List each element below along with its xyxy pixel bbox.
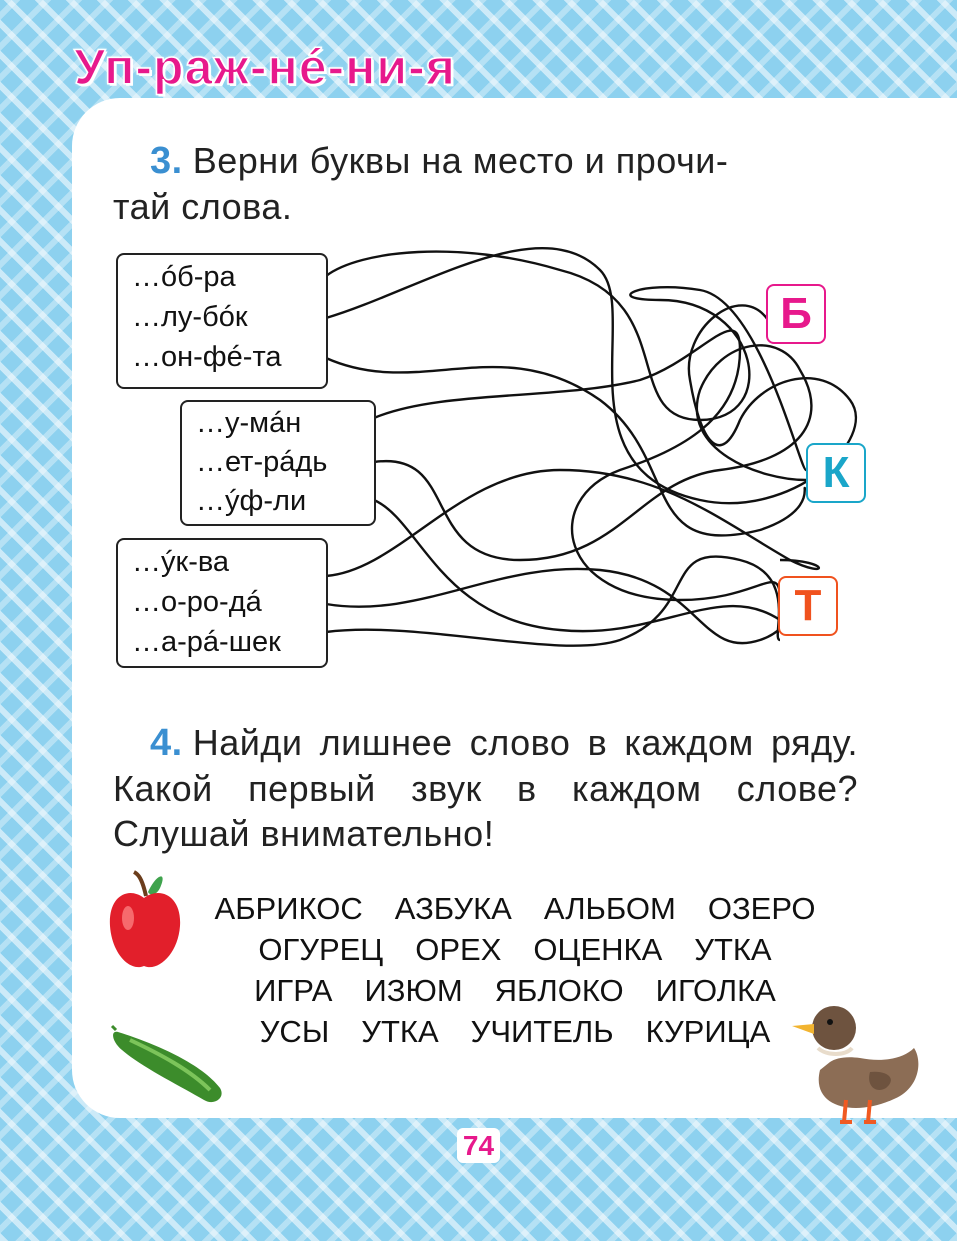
- word-fragment: …он-фé-та: [132, 341, 282, 373]
- word: АБРИКОС: [214, 891, 363, 926]
- word: УСЫ: [259, 1014, 330, 1049]
- task-4-text: Найди лишнее слово в каждом ряду. Какой первый звук в каждом слове? Слушай внимательно!: [113, 722, 858, 854]
- word-group-1: [116, 253, 328, 389]
- word: ИГРА: [254, 973, 333, 1008]
- word-group-2: [180, 400, 376, 526]
- word-row: [195, 970, 835, 1011]
- word-fragment: …а-рá-шек: [132, 626, 281, 658]
- task-4-instructions: [113, 720, 858, 856]
- word-fragment: …ýк-ва: [132, 546, 230, 578]
- word: УТКА: [361, 1014, 439, 1049]
- word-fragment: …лу-бóк: [132, 301, 248, 333]
- word: АЛЬБОМ: [543, 891, 676, 926]
- page-number-text: 74: [457, 1128, 500, 1163]
- letter-b-box: Б: [766, 284, 826, 344]
- task-3-number: 3.: [150, 140, 183, 182]
- page-title: Уп-раж-нé-ни-я: [74, 39, 456, 95]
- letter-t-box: Т: [778, 576, 838, 636]
- word-fragment: …ет-рáдь: [196, 446, 328, 478]
- word: ОЗЕРО: [707, 891, 816, 926]
- word: АЗБУКА: [394, 891, 512, 926]
- page-number: [0, 1130, 957, 1162]
- task-3-text-line1: Верни буквы на место и прочи-: [192, 140, 729, 181]
- word-rows: [195, 888, 835, 1052]
- word: ОЦЕНКА: [533, 932, 663, 967]
- word: ОГУРЕЦ: [258, 932, 384, 967]
- task-3-text-line2: тай слова.: [113, 186, 293, 227]
- apple-illustration: [108, 868, 183, 976]
- word: ЯБЛОКО: [494, 973, 624, 1008]
- word-fragment: …о-ро-дá: [132, 586, 262, 618]
- word: ИЗЮМ: [364, 973, 463, 1008]
- word-fragment: …у-мáн: [196, 407, 302, 439]
- task-4-number: 4.: [150, 722, 183, 764]
- letter-k-box: К: [806, 443, 866, 503]
- word-group-3: [116, 538, 328, 668]
- word-row: [195, 888, 835, 929]
- duck-illustration: [790, 1000, 925, 1130]
- word: КУРИЦА: [645, 1014, 771, 1049]
- word: УЧИТЕЛЬ: [470, 1014, 614, 1049]
- word: УТКА: [694, 932, 772, 967]
- word: ОРЕХ: [415, 932, 502, 967]
- word-row: [195, 1011, 835, 1052]
- word-fragment: …ýф-ли: [196, 485, 307, 517]
- word: ИГОЛКА: [655, 973, 776, 1008]
- word-fragment: …óб-ра: [132, 261, 236, 293]
- word-row: [195, 929, 835, 970]
